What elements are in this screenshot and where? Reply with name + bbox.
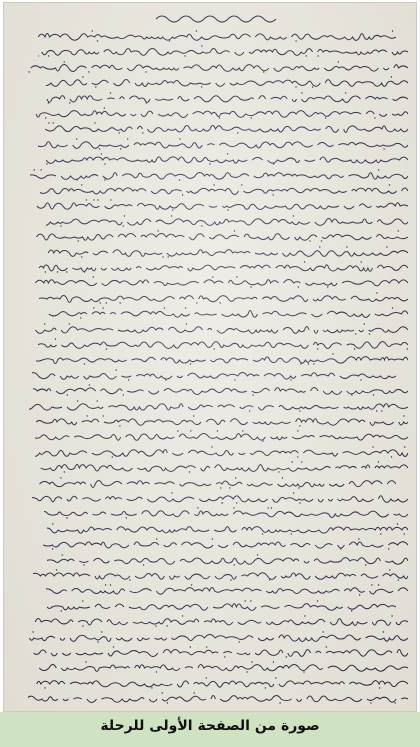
handwritten-line (37, 29, 396, 43)
handwritten-line (44, 506, 408, 520)
handwritten-line (47, 306, 408, 320)
image-caption: صورة من الصفحة الأولى للرحلة (100, 718, 320, 734)
handwritten-line (37, 460, 408, 474)
handwritten-line (31, 645, 408, 659)
handwritten-line (28, 691, 408, 705)
handwritten-line (34, 229, 408, 243)
handwritten-line (34, 322, 408, 336)
handwritten-line (35, 260, 408, 274)
manuscript-page (3, 2, 417, 712)
handwritten-line (38, 476, 396, 490)
handwritten-line (44, 599, 396, 613)
handwritten-line (30, 168, 408, 182)
handwritten-line (33, 614, 408, 628)
handwritten-line (38, 137, 408, 151)
handwritten-line (29, 399, 408, 413)
handwritten-line (35, 445, 408, 459)
handwritten-line (28, 60, 408, 74)
handwritten-line (34, 106, 408, 120)
handwritten-line (32, 368, 396, 382)
handwritten-line (32, 491, 408, 505)
handwritten-line (35, 414, 408, 428)
handwritten-line (33, 568, 408, 582)
handwritten-line (47, 522, 408, 536)
handwritten-line (41, 537, 408, 551)
handwritten-line (46, 214, 408, 228)
handwritten-line (40, 183, 408, 197)
handwritten-line (33, 676, 408, 690)
handwritten-line (47, 553, 408, 567)
handwritten-line (29, 630, 408, 644)
handwritten-line (38, 44, 408, 58)
handwritten-line (39, 291, 408, 305)
handwritten-line (38, 337, 408, 351)
handwritten-line (46, 583, 408, 597)
handwritten-line (47, 245, 408, 259)
handwritten-line (42, 121, 408, 135)
handwritten-line (34, 198, 408, 212)
heading-scribble (154, 11, 284, 25)
handwritten-line (36, 352, 408, 366)
handwritten-line (33, 383, 408, 397)
handwritten-line (39, 660, 408, 674)
handwritten-line (45, 91, 408, 105)
handwritten-line (32, 275, 408, 289)
handwritten-line (46, 152, 408, 166)
handwritten-line (46, 75, 408, 89)
handwritten-line (35, 429, 408, 443)
